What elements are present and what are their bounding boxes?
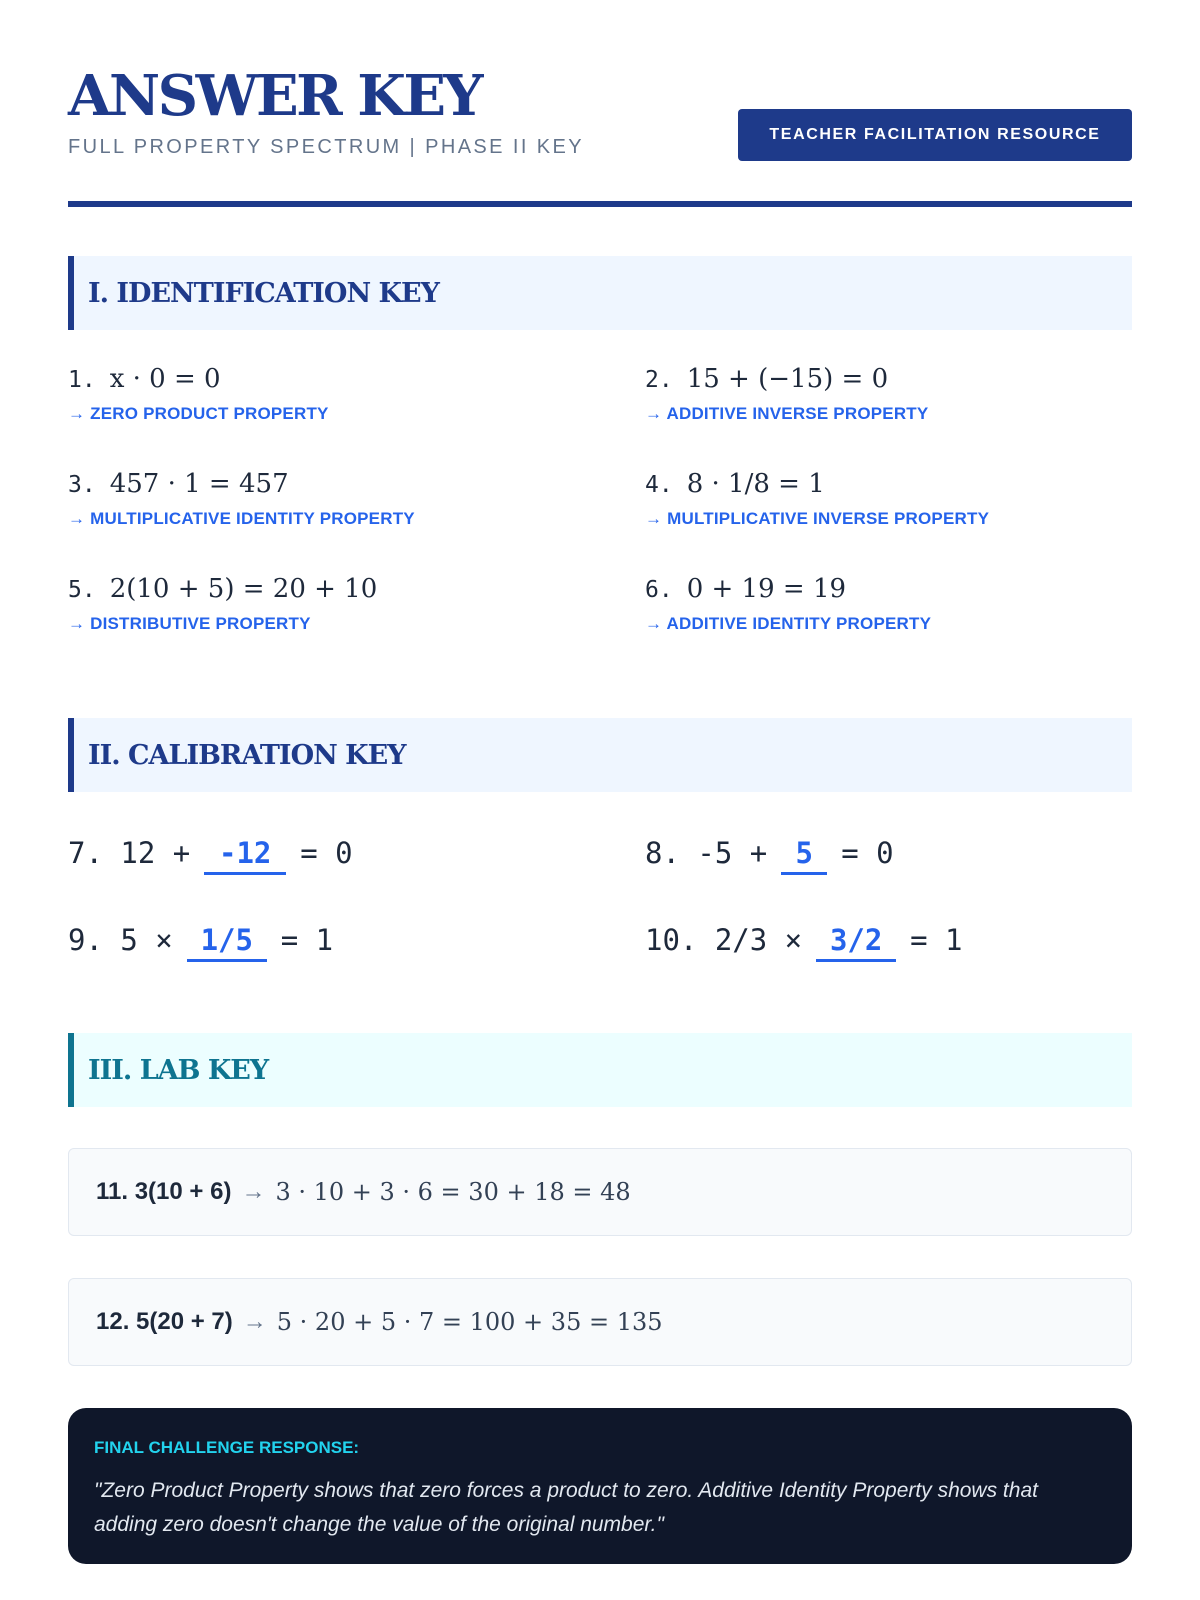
calibration-suffix: = 0	[841, 836, 894, 870]
final-challenge-text: "Zero Product Property shows that zero forces a product to zero. Additive Identity Property shows that adding zero doesn't change the value of the original number."	[94, 1479, 1038, 1536]
item-equation: 15 + (−15) = 0	[686, 364, 889, 394]
calibration-suffix: = 0	[300, 836, 353, 870]
calibration-item-8	[645, 836, 894, 875]
identification-item-5	[68, 574, 588, 634]
lab-problem: 12. 5(20 + 7)	[96, 1308, 233, 1335]
item-number: 2.	[645, 367, 673, 393]
identification-item-1	[68, 364, 588, 424]
lab-work: 3 · 10 + 3 · 6 = 30 + 18 = 48	[275, 1178, 631, 1206]
item-answer: → MULTIPLICATIVE INVERSE PROPERTY	[645, 509, 990, 528]
item-number: 1.	[68, 367, 96, 393]
calibration-prefix: 7. 12 +	[68, 836, 191, 870]
item-equation: 8 · 1/8 = 1	[686, 469, 825, 499]
calibration-section-header	[68, 718, 1132, 792]
lab-work: 5 · 20 + 5 · 7 = 100 + 35 = 135	[276, 1308, 663, 1336]
arrow-right-icon: →	[242, 1308, 267, 1335]
item-number: 3.	[68, 472, 96, 498]
calibration-prefix: 9. 5 ×	[68, 923, 173, 957]
item-number: 5.	[68, 577, 96, 603]
final-challenge-label: FINAL CHALLENGE RESPONSE:	[94, 1438, 360, 1457]
page-title: ANSWER KEY	[68, 63, 482, 129]
header-divider	[68, 201, 1132, 207]
identification-item-2	[645, 364, 1165, 424]
calibration-prefix: 10. 2/3 ×	[645, 923, 803, 957]
calibration-section-title: II. CALIBRATION KEY	[88, 739, 406, 771]
calibration-item-10	[645, 923, 963, 962]
item-answer: → ZERO PRODUCT PROPERTY	[68, 404, 329, 423]
final-challenge-box	[68, 1408, 1132, 1564]
calibration-prefix: 8. -5 +	[645, 836, 768, 870]
item-number: 4.	[645, 472, 673, 498]
calibration-item-9	[68, 923, 333, 962]
item-equation: 2(10 + 5) = 20 + 10	[109, 574, 378, 604]
identification-item-3	[68, 469, 588, 529]
lab-section-title: III. LAB KEY	[88, 1054, 269, 1086]
calibration-answer: -12	[204, 836, 286, 875]
item-equation: 0 + 19 = 19	[686, 574, 847, 604]
lab-item-11	[68, 1148, 1132, 1236]
item-answer: → DISTRIBUTIVE PROPERTY	[68, 614, 311, 633]
calibration-answer: 3/2	[816, 923, 896, 962]
item-answer: → ADDITIVE IDENTITY PROPERTY	[645, 614, 932, 633]
calibration-item-7	[68, 836, 353, 875]
teacher-resource-badge: TEACHER FACILITATION RESOURCE	[738, 109, 1132, 161]
item-equation: x · 0 = 0	[109, 364, 221, 394]
identification-item-6	[645, 574, 1165, 634]
lab-section-header	[68, 1033, 1132, 1107]
lab-problem: 11. 3(10 + 6)	[96, 1178, 232, 1205]
identification-section-title: I. IDENTIFICATION KEY	[88, 277, 439, 309]
page-subtitle: FULL PROPERTY SPECTRUM | PHASE II KEY	[68, 136, 584, 158]
calibration-answer: 1/5	[187, 923, 267, 962]
calibration-suffix: = 1	[910, 923, 963, 957]
identification-item-4	[645, 469, 1165, 529]
item-equation: 457 · 1 = 457	[109, 469, 289, 499]
identification-section-header	[68, 256, 1132, 330]
calibration-answer: 5	[781, 836, 827, 875]
page-header	[68, 0, 1132, 208]
arrow-right-icon: →	[241, 1178, 266, 1205]
item-number: 6.	[645, 577, 673, 603]
lab-item-12	[68, 1278, 1132, 1366]
item-answer: → MULTIPLICATIVE IDENTITY PROPERTY	[68, 509, 415, 528]
item-answer: → ADDITIVE INVERSE PROPERTY	[645, 404, 929, 423]
calibration-suffix: = 1	[280, 923, 334, 957]
